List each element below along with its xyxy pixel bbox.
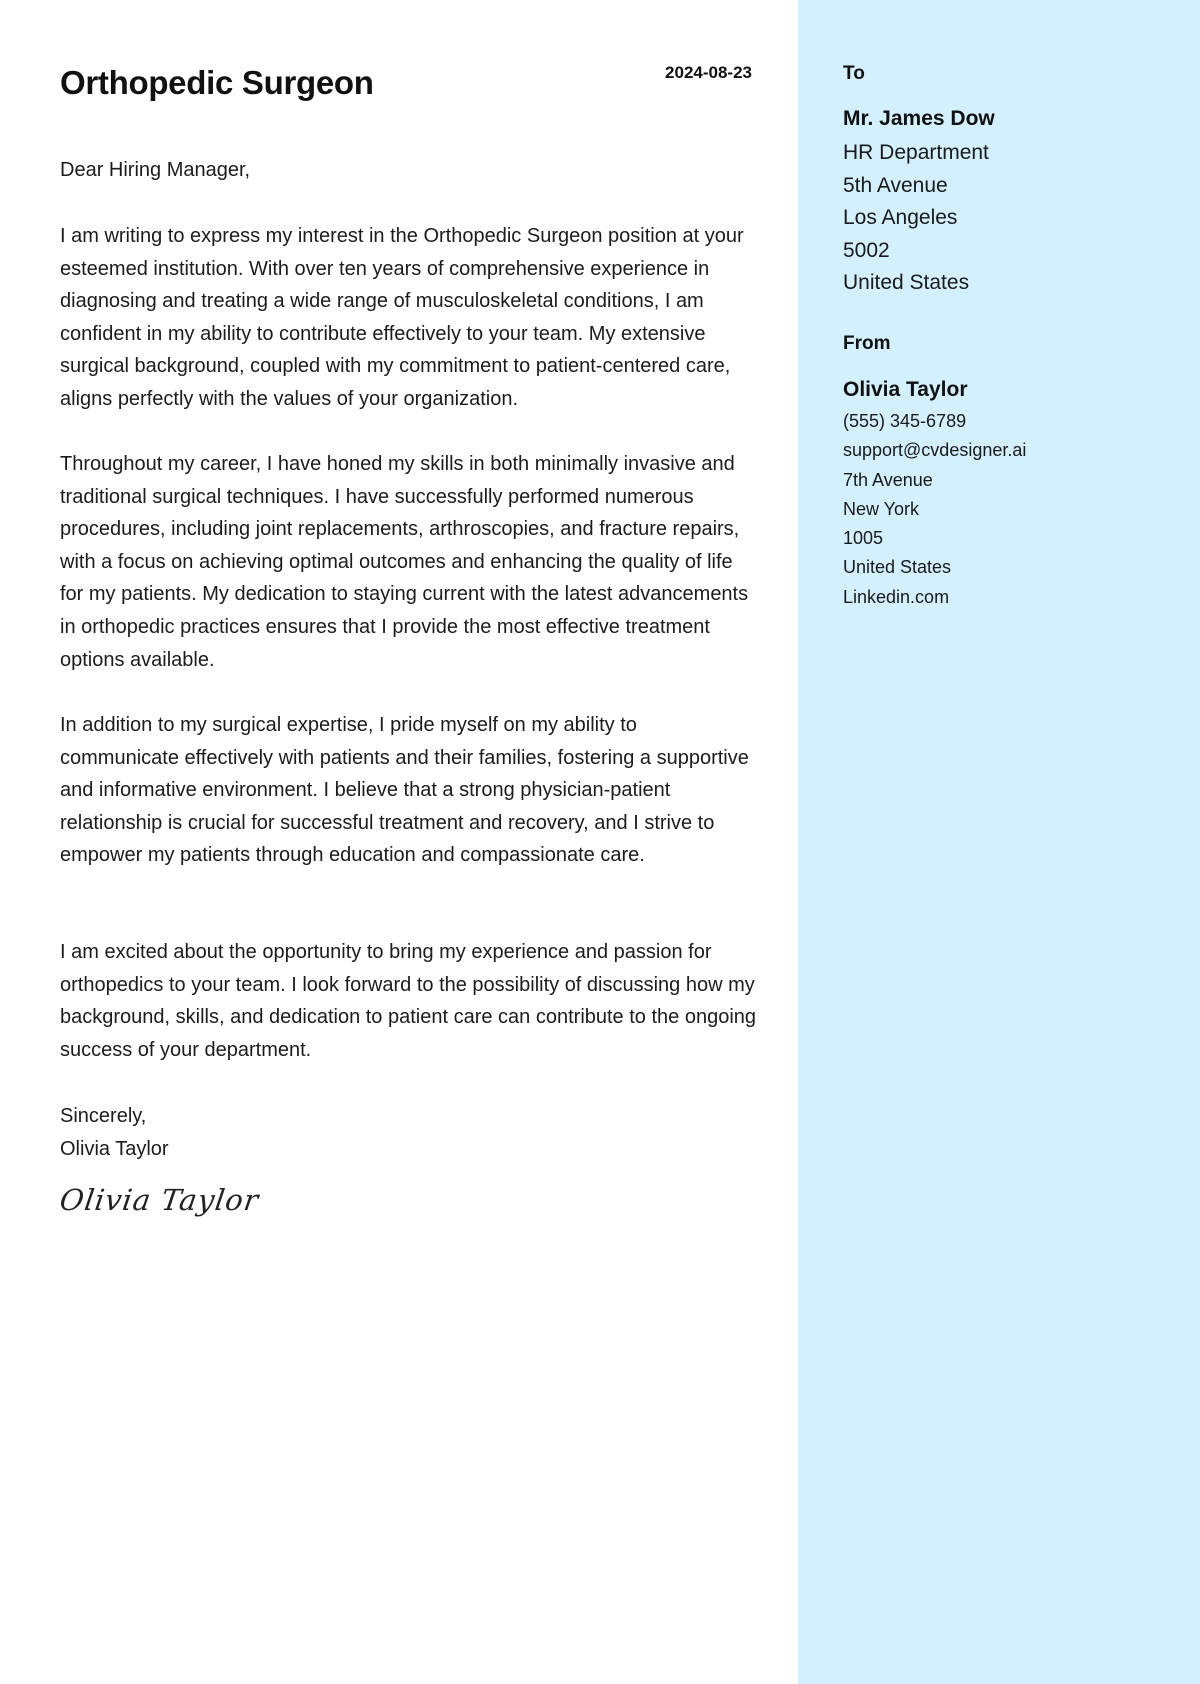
letter-title: Orthopedic Surgeon [60, 64, 374, 101]
body-paragraph-4: I am excited about the opportunity to bring my experience and passion for orthopedics to your team. I look forward to the possibility of discussing how my background, skills, and dedication to patient care can contribute to the ongoing success of your department. [60, 941, 757, 1061]
sender-linkedin: Linkedin.com [843, 586, 950, 607]
recipient-name: Mr. James Dow [843, 107, 995, 130]
recipient-street: 5th Avenue [843, 173, 948, 197]
sender-contact [843, 407, 1026, 612]
body-paragraph-3: In addition to my surgical expertise, I pride myself on my ability to communicate effectively with patients and their families, fostering a supportive and informative environment. I believe that a strong physician-patient relationship is crucial for successful treatment and recovery, and I strive to empower my patients through education and compassionate care. [60, 714, 749, 867]
sender-email: support@cvdesigner.ai [843, 440, 1027, 461]
sender-street: 7th Avenue [843, 469, 933, 490]
sender-phone: (555) 345-6789 [843, 411, 967, 431]
sender-city: New York [843, 498, 920, 519]
body-paragraph-1: I am writing to express my interest in the Orthopedic Surgeon position at your esteemed institution. With over ten years of comprehensive experience in diagnosing and treating a wide range of musculoskeletal conditions, I am confident in my ability to contribute effectively to your team. My extensive surgical background, coupled with my commitment to patient-centered care, aligns perfectly with the values of your organization. [60, 225, 744, 410]
letter-date: 2024-08-23 [665, 63, 752, 82]
body-paragraph-2: Throughout my career, I have honed my skills in both minimally invasive and traditional surgical techniques. I have successfully performed numerous procedures, including joint replacements, arthroscopies, and fracture repairs, with a focus on achieving optimal outcomes and enhancing the quality of life for my patients. My dedication to staying current with the latest advancements in orthopedic practices ensures that I provide the most effective treatment options available. [60, 453, 749, 671]
recipient-country: United States [843, 271, 970, 295]
contact-sidebar [798, 0, 1200, 1684]
sender-postal-code: 1005 [843, 528, 884, 549]
recipient-label: To [843, 63, 865, 84]
signer-name: Olivia Taylor [60, 1138, 169, 1160]
recipient-address [843, 137, 989, 300]
salutation: Dear Hiring Manager, [60, 159, 251, 181]
sender-name: Olivia Taylor [843, 378, 968, 401]
recipient-department: HR Department [843, 141, 989, 164]
handwritten-signature: Olivia Taylor [57, 1183, 262, 1217]
closing: Sincerely, [60, 1105, 147, 1127]
sender-label: From [843, 333, 891, 354]
recipient-city: Los Angeles [843, 206, 958, 230]
sender-country: United States [843, 557, 952, 578]
recipient-postal-code: 5002 [843, 238, 890, 262]
